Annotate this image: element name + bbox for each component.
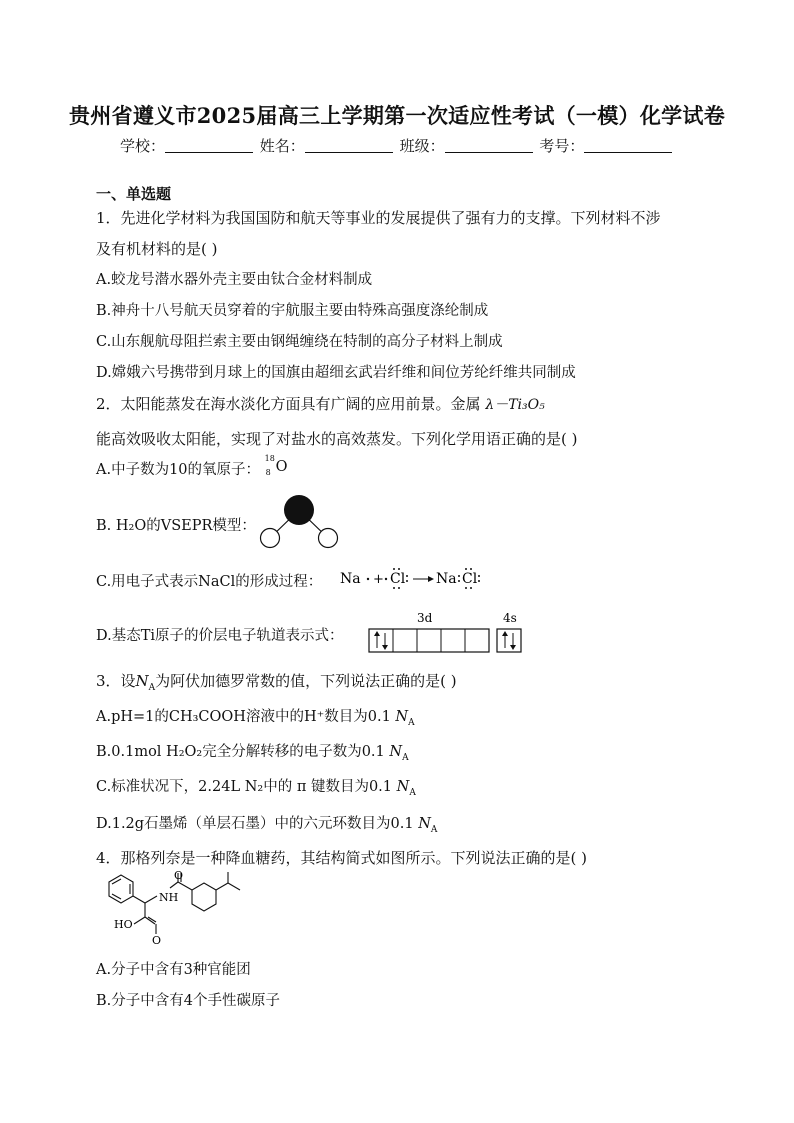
school-blank[interactable] — [165, 138, 253, 153]
q2-option-d: D.基态Ti原子的价层电子轨道表示式： — [96, 628, 344, 644]
q2-stem-line1 — [96, 393, 545, 414]
q2-option-b: B. H₂O的VSEPR模型： — [96, 518, 256, 534]
q3-option-c-text: C.标准状况下，2.24L N₂中的 π 键数目为0.1 — [96, 779, 393, 795]
q3-b-na: N — [389, 744, 403, 760]
oxygen-nuclide-symbol — [264, 454, 291, 477]
q3-na-sub: A — [148, 683, 156, 693]
q1-option-a: A.蛟龙号潜水器外壳主要由钛合金材料制成 — [96, 272, 373, 288]
number-label: 考号： — [539, 137, 585, 155]
q1-stem-line2: 及有机材料的是( ) — [96, 240, 218, 258]
q2-option-c: C.用电子式表示NaCl的形成过程： — [96, 574, 323, 590]
nh-label: NH — [159, 891, 179, 904]
atomic-number: 8 — [265, 468, 271, 477]
cl-right: Cl — [462, 571, 478, 587]
q3-option-a — [96, 705, 415, 728]
q3-c-na-sub: A — [409, 787, 416, 798]
q2-option-a-text: A.中子数为10的氧原子： — [96, 462, 261, 478]
q4-option-a: A.分子中含有3种官能团 — [96, 962, 251, 978]
student-info-line — [120, 135, 674, 156]
nateglinide-structure — [94, 870, 284, 950]
class-blank[interactable] — [445, 138, 533, 153]
q3-na-symbol: N — [135, 672, 149, 690]
element-symbol: O — [275, 459, 288, 475]
q3-option-a-text: A.pH=1的CH₃COOH溶液中的H⁺数目为0.1 — [96, 709, 391, 725]
ti-orbital-diagram — [366, 609, 526, 655]
na-right: Na — [436, 571, 457, 587]
q3-stem — [96, 670, 457, 693]
q1-option-d: D.嫦娥六号携带到月球上的国旗由超细玄武岩纤维和间位芳纶纤维共同制成 — [96, 365, 576, 381]
q4-option-b: B.分子中含有4个手性碳原子 — [96, 993, 280, 1009]
q4-stem: 4．那格列奈是一种降血糖药，其结构简式如图所示。下列说法正确的是( ) — [96, 849, 588, 867]
cl-left: Cl — [390, 571, 406, 587]
label-3d: 3d — [417, 611, 433, 625]
q3-a-na: N — [395, 709, 409, 725]
na-left: Na — [340, 571, 361, 587]
section-heading: 一、单选题 — [96, 185, 172, 203]
q3-c-na: N — [396, 779, 410, 795]
q1-stem-line1: 1．先进化学材料为我国国防和航天等事业的发展提供了强有力的支撑。下列材料不涉 — [96, 209, 661, 227]
q1-option-b: B.神舟十八号航天员穿着的宇航服主要由特殊高强度涤纶制成 — [96, 303, 489, 319]
q2-formula: λ－Ti₃O₅ — [485, 397, 545, 413]
carbonyl-o-label: O — [174, 870, 184, 882]
q3-d-na-sub: A — [430, 824, 438, 835]
mass-number: 18 — [264, 454, 275, 463]
q3-option-c — [96, 775, 416, 798]
q1-option-c: C.山东舰航母阻拦索主要由钢绳缠绕在特制的高分子材料上制成 — [96, 334, 503, 350]
name-label: 姓名： — [259, 137, 305, 155]
nacl-electron-formula — [338, 564, 483, 594]
q3-option-d — [96, 812, 437, 835]
q3-option-b — [96, 740, 409, 763]
vsepr-model-image — [255, 492, 345, 552]
q3-a-na-sub: A — [408, 717, 415, 728]
class-label: 班级： — [399, 137, 445, 155]
school-label: 学校： — [120, 137, 166, 155]
page-title: 贵州省遵义市2025届高三上学期第一次适应性考试（一模）化学试卷 — [68, 103, 726, 128]
label-4s: 4s — [503, 611, 517, 625]
ho-label: HO — [114, 918, 133, 931]
q3-stem-text: 为阿伏加德罗常数的值，下列说法正确的是( ) — [155, 672, 457, 690]
q3-d-na: N — [418, 816, 431, 832]
q2-option-a — [96, 454, 291, 479]
name-blank[interactable] — [305, 138, 393, 153]
q2-stem-text: 2．太阳能蒸发在海水淡化方面具有广阔的应用前景。金属 — [96, 395, 481, 413]
q3-option-b-text: B.0.1mol H₂O₂完全分解转移的电子数为0.1 — [96, 744, 385, 760]
svg-text:+: + — [373, 572, 384, 587]
number-blank[interactable] — [584, 138, 672, 153]
q3-option-d-text: D.1.2g石墨烯（单层石墨）中的六元环数目为0.1 — [96, 816, 414, 832]
q3-stem-prefix: 3．设 — [96, 672, 136, 690]
acid-o-label: O — [152, 934, 162, 947]
q3-b-na-sub: A — [402, 752, 409, 763]
q2-stem-line2: 能高效吸收太阳能，实现了对盐水的高效蒸发。下列化学用语正确的是( ) — [96, 430, 578, 448]
